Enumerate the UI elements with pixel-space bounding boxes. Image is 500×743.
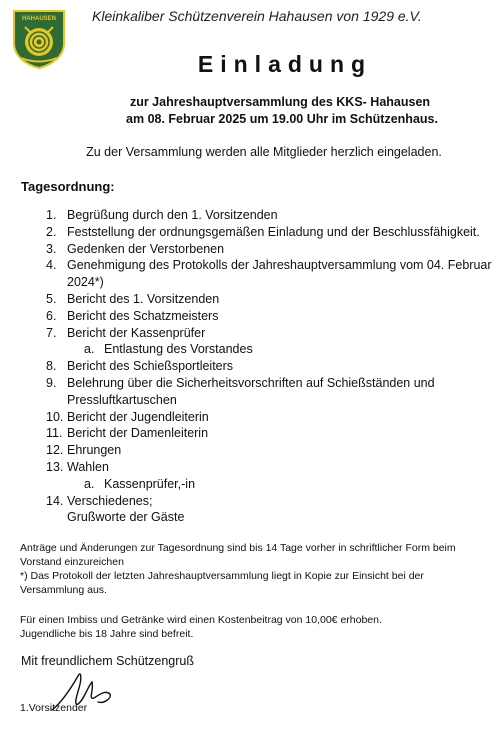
closing-greeting: Mit freundlichem Schützengruß: [21, 654, 194, 668]
logo-text: HAHAUSEN: [21, 16, 57, 22]
agenda-item-text: Bericht der Jugendleiterin: [67, 409, 209, 424]
agenda-item-text: Verschiedenes;: [67, 493, 153, 508]
agenda-subitem-13a: [0, 476, 500, 493]
agenda-item-10: [0, 409, 500, 426]
agenda-item-1: [0, 207, 500, 224]
note-line: Für einen Imbiss und Getränke wird einen Kostenbeitrag von 10,00€ erhoben.: [20, 614, 382, 626]
agenda-item-12: [0, 442, 500, 459]
agenda-item-text: Feststellung der ordnungsgemäßen Einladung und der Beschlussfähigkeit.: [67, 224, 480, 239]
agenda-subitem-7a: [0, 341, 500, 358]
agenda-subitem-number: a.: [84, 476, 95, 491]
agenda-item-number: 9.: [46, 375, 57, 390]
agenda-item-text: Bericht des Schießsportleiters: [67, 359, 234, 374]
agenda-item-number: 10.: [46, 409, 64, 424]
agenda-item-8: [0, 358, 500, 375]
agenda-item-4-continuation: [0, 274, 500, 291]
agenda-item-text: Bericht des Schatzmeisters: [67, 308, 219, 323]
agenda-item-text: Genehmigung des Protokolls der Jahreshauptversammlung vom 04. Februar: [67, 258, 492, 273]
note-line: *) Das Protokoll der letzten Jahreshauptversammlung liegt in Kopie zur Einsicht bei der: [20, 570, 424, 582]
notes-amendments: [20, 541, 490, 597]
agenda-item-number: 13.: [46, 459, 64, 474]
agenda-item-13: [0, 459, 500, 476]
agenda-item-continuation: Pressluftkartuschen: [67, 392, 177, 407]
note-line: Anträge und Änderungen zur Tagesordnung sind bis 14 Tage vorher in schriftlicher Form beim: [20, 542, 456, 554]
note-line: Vorstand einzureichen: [20, 556, 124, 568]
agenda-item-7: [0, 325, 500, 342]
agenda-item-14: [0, 493, 500, 510]
agenda-item-6: [0, 308, 500, 325]
agenda-item-text: Belehrung über die Sicherheitsvorschriften auf Schießständen und: [67, 375, 435, 390]
agenda-item-3: [0, 241, 500, 258]
agenda-item-number: 6.: [46, 308, 57, 323]
subtitle-line-1: zur Jahreshauptversammlung des KKS- Hahausen: [129, 95, 431, 109]
agenda-item-14-continuation: [0, 509, 500, 526]
agenda-item-text: Gedenken der Verstorbenen: [67, 241, 225, 256]
agenda-item-11: [0, 425, 500, 442]
agenda-item-text: Bericht der Kassenprüfer: [67, 325, 206, 340]
agenda-item-text: Wahlen: [67, 459, 109, 474]
agenda-item-number: 4.: [46, 258, 57, 273]
agenda-item-9-continuation: [0, 392, 500, 409]
agenda-item-number: 1.: [46, 208, 57, 222]
agenda-item-4: [0, 257, 500, 274]
agenda-item-text: Ehrungen: [67, 443, 122, 458]
note-line: Jugendliche bis 18 Jahre sind befreit.: [20, 628, 194, 640]
note-line: Versammlung aus.: [20, 584, 107, 596]
agenda-subitem-text: Entlastung des Vorstandes: [104, 342, 253, 357]
agenda-item-number: 14.: [46, 493, 64, 508]
club-name: Kleinkaliber Schützenverein Hahausen von 1929 e.V.: [92, 8, 422, 24]
agenda-heading: Tagesordnung:: [21, 179, 115, 194]
agenda-subitem-text: Kassenprüfer,-in: [104, 476, 196, 491]
notes-catering: [20, 613, 490, 641]
page-title: Einladung: [197, 51, 373, 77]
agenda-item-number: 5.: [46, 291, 57, 306]
signatory-role: 1.Vorsitzender: [20, 702, 88, 714]
agenda-item-number: 8.: [46, 359, 57, 374]
agenda-item-text: Bericht der Damenleiterin: [67, 426, 209, 441]
agenda-item-number: 12.: [46, 443, 64, 458]
agenda-item-2: [0, 224, 500, 241]
invite-text: Zu der Versammlung werden alle Mitglieder herzlich eingeladen.: [86, 145, 442, 159]
agenda-item-9: [0, 375, 500, 392]
agenda-item-number: 3.: [46, 241, 57, 256]
agenda-item-continuation: 2024*): [67, 275, 104, 290]
subtitle-line-2: am 08. Februar 2025 um 19.00 Uhr im Schützenhaus.: [126, 112, 438, 126]
agenda-item-5: [0, 291, 500, 308]
agenda-subitem-number: a.: [84, 342, 95, 357]
agenda-item-text: Begrüßung durch den 1. Vorsitzenden: [67, 208, 278, 222]
agenda-item-number: 2.: [46, 224, 57, 239]
agenda-item-text: Bericht des 1. Vorsitzenden: [67, 291, 220, 306]
agenda-item-number: 11.: [46, 426, 63, 441]
agenda-item-number: 7.: [46, 325, 57, 340]
agenda-list: [0, 207, 500, 526]
agenda-item-continuation: Grußworte der Gäste: [67, 510, 185, 525]
